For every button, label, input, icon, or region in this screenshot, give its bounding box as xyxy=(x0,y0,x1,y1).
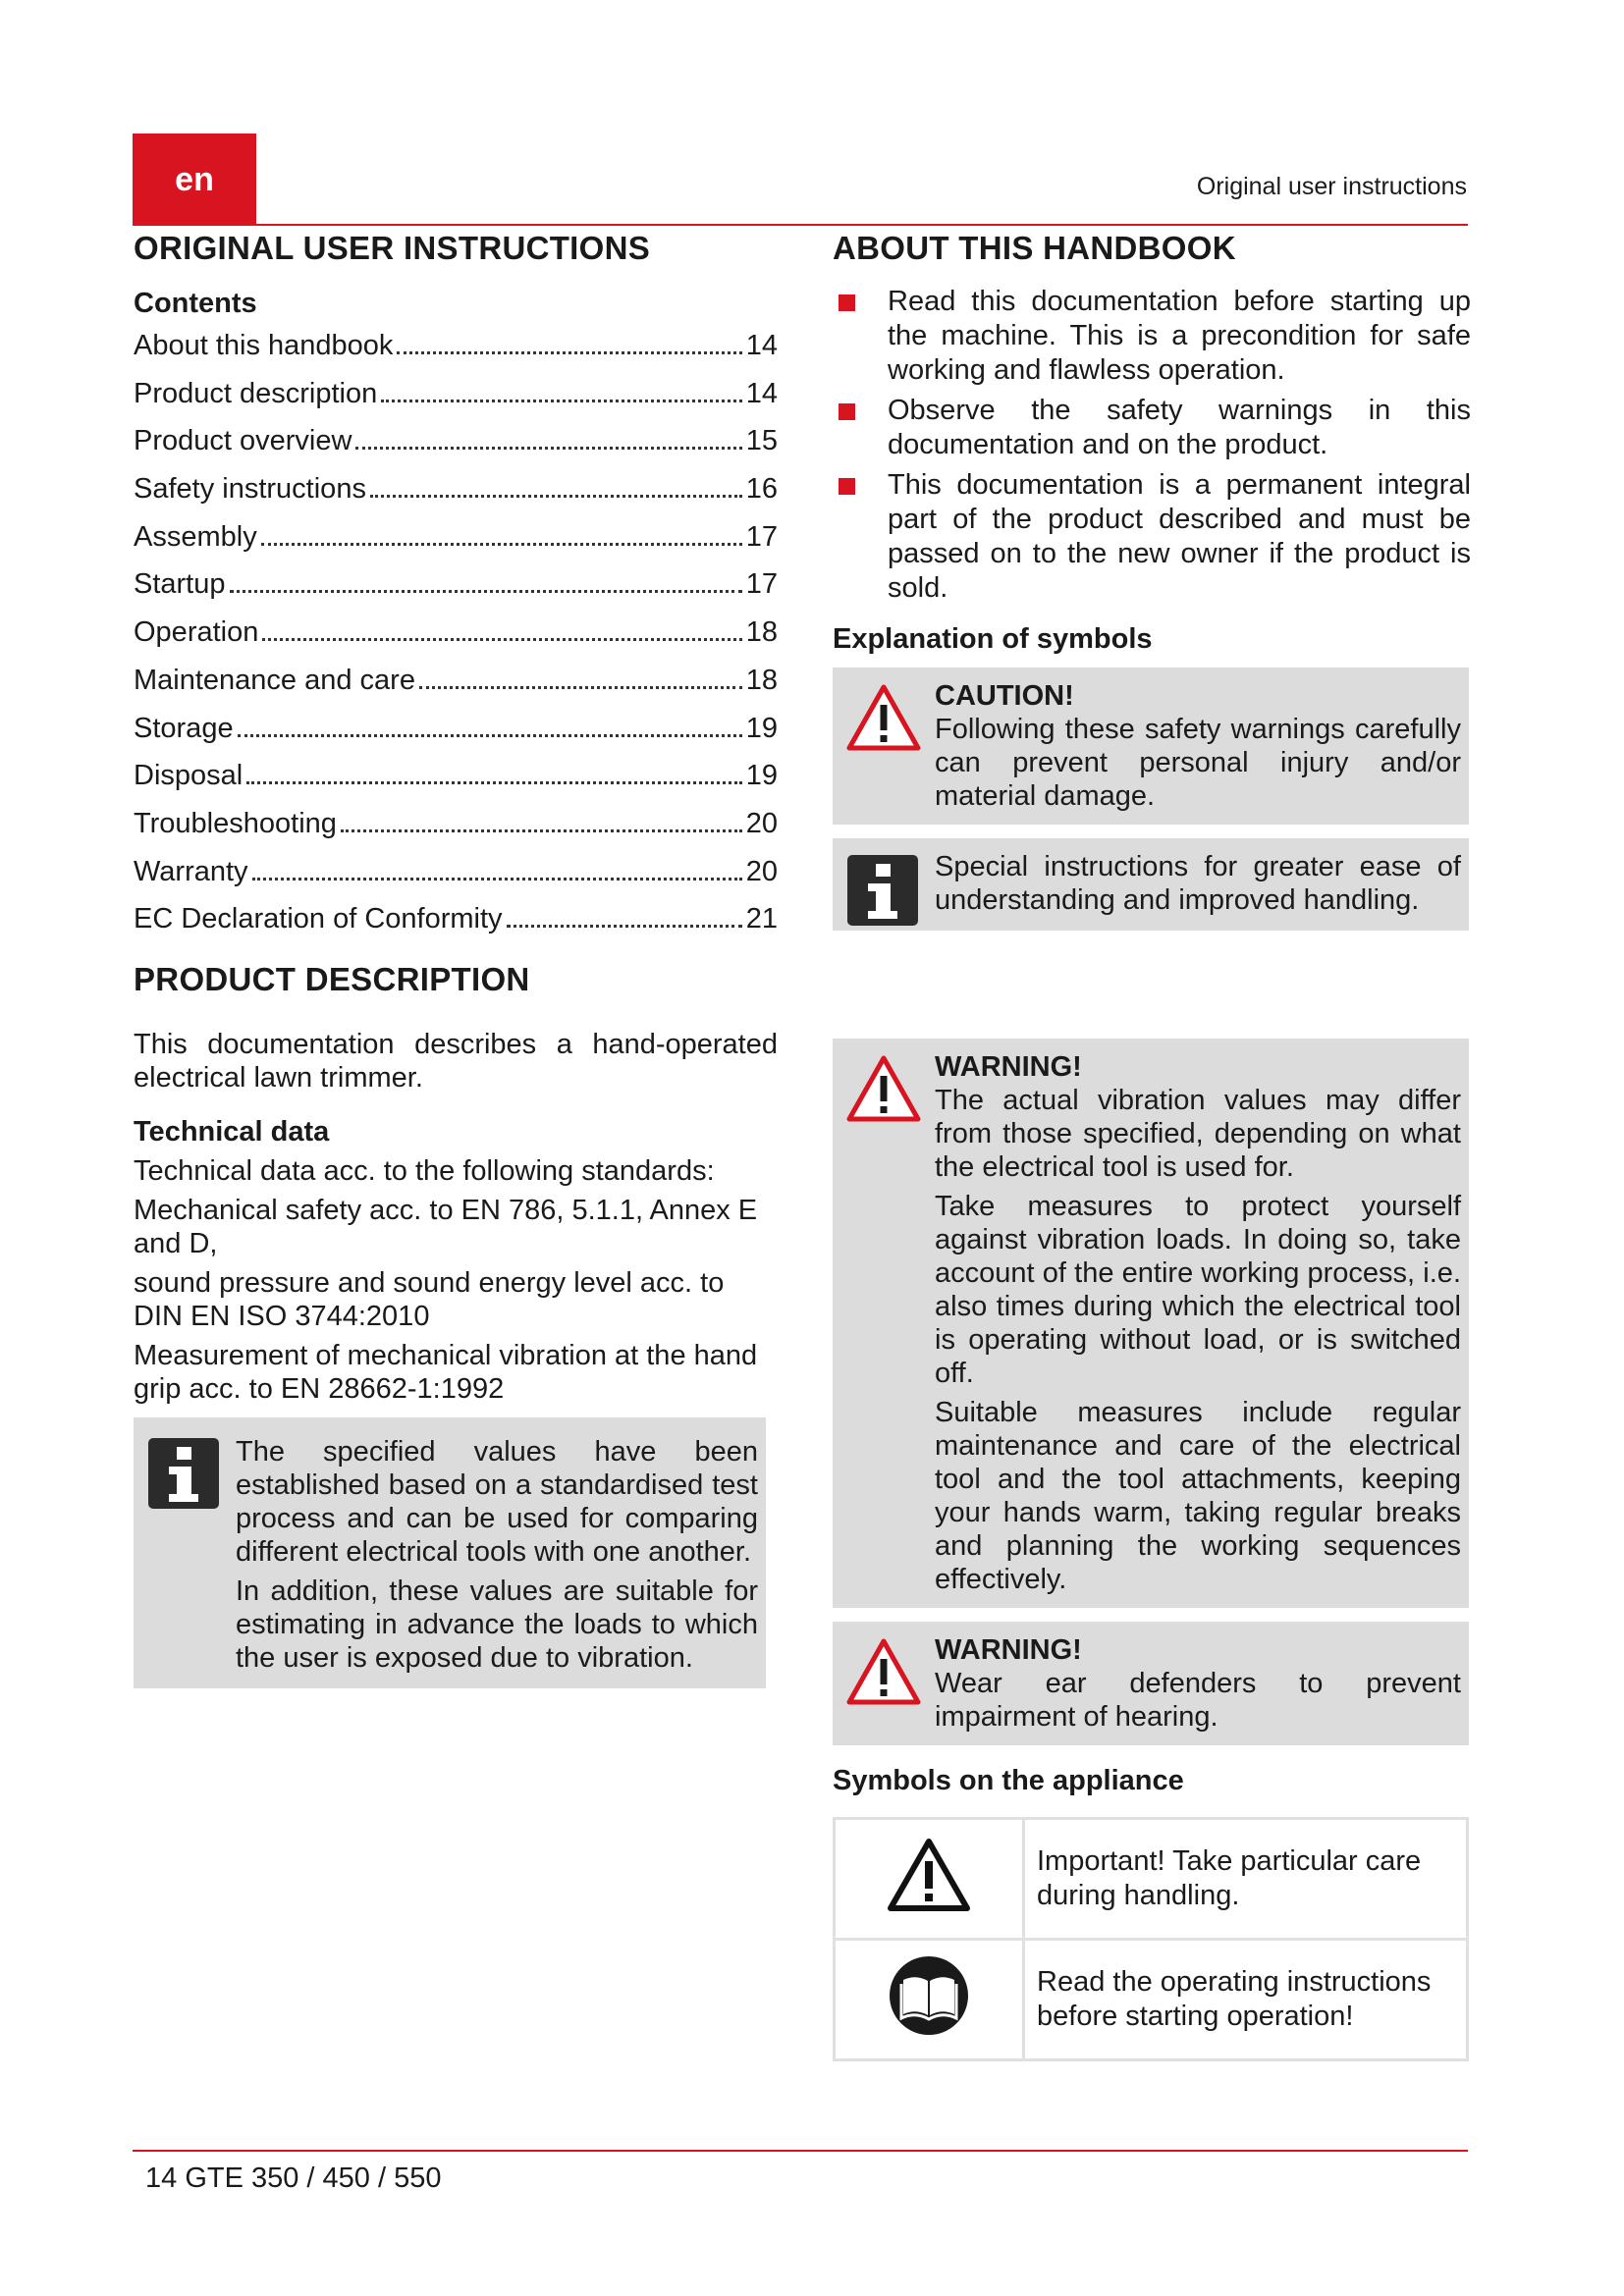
toc-leader-dots xyxy=(230,590,742,593)
toc-entry-page: 18 xyxy=(745,664,778,696)
symbol-cell xyxy=(835,1819,1024,1940)
bullet-text: This documentation is a permanent integral part of the product described and must be passed on to the new owner if the product is sold. xyxy=(888,469,1471,604)
bullet-item xyxy=(833,468,1471,606)
toc-entry-page: 15 xyxy=(745,425,778,457)
table-row xyxy=(835,1940,1468,2060)
toc-entry-title: Product description xyxy=(134,377,378,409)
bullet-text: Read this documentation before starting up the machine. This is a precondition for safe working and flawless operation. xyxy=(888,286,1471,386)
warning-triangle-icon xyxy=(846,683,921,757)
handbook-bullets xyxy=(833,285,1471,606)
toc-entry-page: 18 xyxy=(745,616,778,649)
toc-leader-dots xyxy=(370,495,742,498)
toc-leader-dots xyxy=(261,543,742,546)
toc-entry-title: Operation xyxy=(134,616,259,649)
toc-entry-page: 14 xyxy=(745,377,778,409)
toc-leader-dots xyxy=(397,351,741,354)
toc-entry-title: Startup xyxy=(134,568,226,601)
toc-entry xyxy=(134,713,778,761)
warning-box-hearing xyxy=(833,1622,1469,1745)
technical-data-title: Technical data xyxy=(134,1115,330,1148)
toc-entry-title: Assembly xyxy=(134,520,257,553)
warning-text: Wear ear defenders to prevent impairment of hearing. xyxy=(935,1668,1461,1733)
toc-entry-title: Safety instructions xyxy=(134,473,366,506)
toc-entry-page: 17 xyxy=(745,568,778,601)
header-rule xyxy=(133,224,1468,226)
toc-entry-title: Storage xyxy=(134,712,234,744)
product-description-heading: PRODUCT DESCRIPTION xyxy=(134,960,530,997)
warning-text: Take measures to protect yourself against vibration loads. In doing so, take account of the entire working process, i.e. also times during which the electrical tool is operating without load, or is switched off. xyxy=(935,1191,1461,1389)
warning-triangle-icon xyxy=(846,1637,921,1711)
table-of-contents xyxy=(134,330,778,951)
toc-entry-title: Product overview xyxy=(134,425,352,457)
bullet-item xyxy=(833,285,1471,388)
tech-line: Mechanical safety acc. to EN 786, 5.1.1, Annex E and D, xyxy=(134,1194,758,1259)
toc-entry xyxy=(134,856,778,904)
tech-line: Technical data acc. to the following standards: xyxy=(134,1154,715,1187)
info-text: The specified values have been established based on a standardised test process and can be used for comparing different electrical tools with one another. xyxy=(236,1435,758,1568)
special-text: Special instructions for greater ease of understanding and improved handling. xyxy=(935,851,1461,916)
manual-book-icon xyxy=(888,2012,970,2044)
symbol-cell xyxy=(835,1940,1024,2060)
info-text: In addition, these values are suitable for estimating in advance the loads to which the user is exposed due to vibration. xyxy=(236,1575,758,1674)
toc-leader-dots xyxy=(262,638,741,641)
toc-entry xyxy=(134,616,778,665)
toc-entry-page: 20 xyxy=(745,855,778,887)
bullet-marker xyxy=(839,478,855,495)
toc-entry xyxy=(134,425,778,473)
bullet-marker xyxy=(839,403,855,420)
appliance-symbols-table xyxy=(833,1817,1469,2061)
footer-rule xyxy=(133,2150,1468,2152)
toc-entry xyxy=(134,330,778,378)
toc-entry xyxy=(134,665,778,713)
right-column xyxy=(833,230,1471,2061)
toc-entry xyxy=(134,760,778,808)
info-box xyxy=(134,1417,766,1688)
bullet-item xyxy=(833,394,1471,462)
toc-entry xyxy=(134,903,778,951)
toc-entry-title: EC Declaration of Conformity xyxy=(134,903,503,935)
toc-leader-dots xyxy=(252,878,742,881)
info-icon xyxy=(147,1437,220,1515)
caution-title: CAUTION! xyxy=(935,680,1074,712)
warning-text: Suitable measures include regular maintenance and care of the electrical tool and the tool attachments, keeping your hands warm, taking regular breaks and planning the working sequences effectively. xyxy=(935,1397,1461,1595)
caution-box xyxy=(833,667,1469,825)
toc-entry xyxy=(134,808,778,856)
warning-text: The actual vibration values may differ from those specified, depending on what the electrical tool is used for. xyxy=(935,1085,1461,1183)
toc-entry xyxy=(134,568,778,616)
toc-entry xyxy=(134,473,778,521)
toc-leader-dots xyxy=(419,686,742,689)
symbol-description: Important! Take particular care during handling. xyxy=(1024,1819,1468,1940)
warning-title: WARNING! xyxy=(935,1634,1082,1666)
toc-entry-title: About this handbook xyxy=(134,330,394,361)
appliance-symbols-title: Symbols on the appliance xyxy=(833,1765,1184,1796)
warning-triangle-icon xyxy=(846,1054,921,1128)
table-row xyxy=(835,1819,1468,1940)
toc-entry xyxy=(134,378,778,426)
toc-entry-title: Maintenance and care xyxy=(134,664,415,696)
header-title: Original user instructions xyxy=(1196,173,1467,200)
page-footer: 14 GTE 350 / 450 / 550 xyxy=(145,2163,442,2194)
toc-leader-dots xyxy=(355,447,741,450)
toc-entry xyxy=(134,521,778,569)
warning-box-vibration xyxy=(833,1039,1469,1608)
toc-entry-page: 17 xyxy=(745,520,778,553)
special-box xyxy=(833,838,1469,931)
toc-entry-page: 16 xyxy=(745,473,778,506)
toc-leader-dots xyxy=(507,925,742,928)
toc-leader-dots xyxy=(341,829,742,832)
product-description-text: This documentation describes a hand-operated electrical lawn trimmer. xyxy=(134,1028,778,1094)
toc-leader-dots xyxy=(381,400,741,402)
caution-text: Following these safety warnings carefully can prevent personal injury and/or material damage. xyxy=(935,714,1461,812)
bullet-marker xyxy=(839,294,855,311)
bullet-text: Observe the safety warnings in this documentation and on the product. xyxy=(888,395,1471,460)
toc-entry-page: 19 xyxy=(745,712,778,744)
left-column xyxy=(134,230,778,1688)
toc-entry-page: 14 xyxy=(745,330,778,361)
language-tab: en xyxy=(133,133,256,226)
toc-entry-page: 20 xyxy=(745,807,778,839)
symbols-title: Explanation of symbols xyxy=(833,623,1153,655)
contents-title: Contents xyxy=(134,288,257,319)
toc-leader-dots xyxy=(246,781,742,784)
toc-entry-title: Warranty xyxy=(134,855,248,887)
warning-triangle-icon xyxy=(887,1889,971,1920)
toc-entry-page: 21 xyxy=(745,903,778,935)
warning-title: WARNING! xyxy=(935,1051,1082,1083)
handbook-heading: ABOUT THIS HANDBOOK xyxy=(833,230,1236,266)
toc-entry-title: Troubleshooting xyxy=(134,807,337,839)
tech-line: sound pressure and sound energy level acc. to DIN EN ISO 3744:2010 xyxy=(134,1266,725,1332)
toc-leader-dots xyxy=(238,734,742,737)
info-icon xyxy=(846,854,919,932)
page-heading: ORIGINAL USER INSTRUCTIONS xyxy=(134,230,651,266)
symbol-description: Read the operating instructions before starting operation! xyxy=(1024,1940,1468,2060)
toc-entry-title: Disposal xyxy=(134,760,244,792)
tech-line: Measurement of mechanical vibration at the hand grip acc. to EN 28662-1:1992 xyxy=(134,1339,758,1405)
toc-entry-page: 19 xyxy=(745,760,778,792)
